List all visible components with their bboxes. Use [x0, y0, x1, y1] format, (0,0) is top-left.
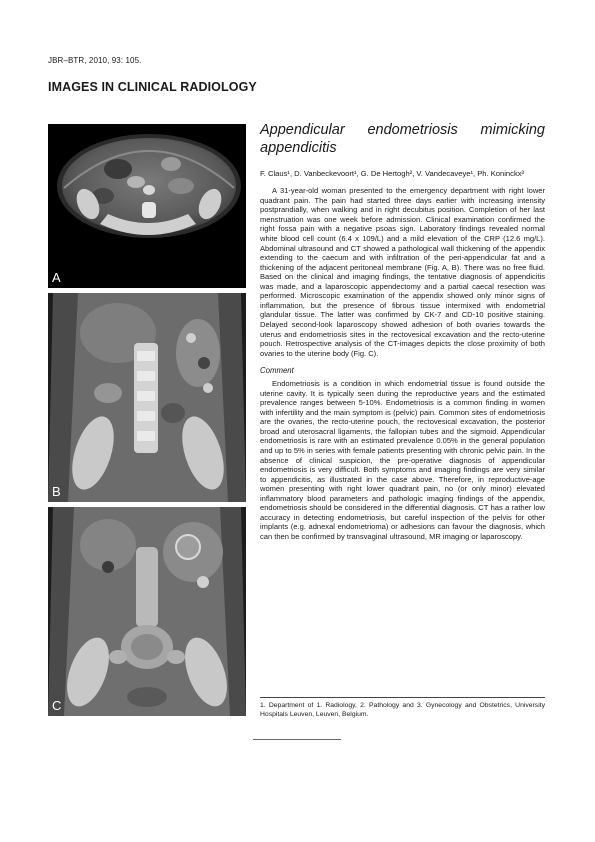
journal-reference: JBR–BTR, 2010, 93: 105.: [48, 56, 142, 65]
page-end-rule: [253, 739, 341, 740]
coronal-ct-image-b: [48, 293, 246, 502]
figure-b-coronal-ct: [48, 293, 246, 502]
figure-column: [48, 124, 246, 721]
coronal-ct-image-c: [48, 507, 246, 716]
comment-paragraph: Endometriosis is a condition in which endometrial tissue is found outside the uterine cavity. It is typically seen during the reproductive years and the estimated prevalence ranges between 5-10%. Endometriosis is a common finding in women with infertility and the main symptom is (pelvic) pain. Common sites of endometriosis are the ovaries, the recto-uterine pouch, the rectovesical excavation, the posterior broad and uterosacral ligaments, the fallopian tubes and the sigmoid. Appendicular endometriosis is rare with an estimated prevalence 0.05% in the general population and up to 5% in series with female patients presenting with chronic pelvic pain. In the absence of clinical suspicion, the pre-operative diagnosis of appendicular endometriosis is very difficult. Both symptoms and imaging findings are very similar to appendicitis, as illustrated in the case above. Therefore, in reproductive-age women presenting with right lower quadrant pain, no (or only minor) elevated inflammatory blood parameters and pathologic imaging findings of the appendix, endometriosis should be considered in the differential diagnosis. CT has a rather low accuracy in detecting endometriosis, but careful inspection of the pelvis for other implants (e.g. adnexal endometrioma) or adhesions can favour the diagnosis, which can then be confirmed by transvaginal ultrasound, MR imaging or laparoscopy.: [260, 379, 545, 541]
axial-ct-image: [48, 124, 246, 288]
case-paragraph: A 31-year-old woman presented to the emergency department with right lower quadrant pain. The pain had started three days earlier with increasing intensity postprandially, when walking and in right decubitus position. Completion of her last menstruation was one week before admission. Clinical examination confirmed the right fossa pain with a negative psoas sign. Laboratory findings revealed normal white blood cell count (6.4 x 109/L) and a mild elevation of the CRP (12.6 mg/L). Abdominal ultrasound and CT showed a pathological wall thickening of the appendix extending to the caecum and with infiltration of the peri-appendicular fat and a thickening of the adjacent peritoneal membrane (Fig. A, B). There was no free fluid. Based on the clinical and imaging findings, the tentative diagnosis of appendicitis was made, and a laparoscopic appendectomy and a partial caecal resection was performed. Microscopic examination of the appendix showed only minor signs of inflammation, but the presence of fibrous tissue intermixed with endometrial glandular tissue. The latter was confirmed by CK-7 and CD-10 positive staining. Delayed second-look laparoscopy showed adhesion of both ovaries towards the uterus and endometriosis sites in the rectovesical excavation and the recto-uterine pouch. Retrospective analysis of the CT-images depicts the close proximity of both ovaries to the uterine body (Fig. C).: [260, 186, 545, 358]
figure-a-axial-ct: [48, 124, 246, 288]
figure-label-a: A: [52, 270, 61, 285]
article-text: [260, 186, 545, 541]
figure-label-c: C: [52, 698, 62, 713]
figure-label-b: B: [52, 484, 61, 499]
section-heading: IMAGES IN CLINICAL RADIOLOGY: [48, 80, 257, 94]
figure-c-coronal-ct: [48, 507, 246, 716]
comment-heading: Comment: [260, 366, 294, 376]
article-title: Appendicular endometriosis mimicking appendicitis: [260, 122, 545, 156]
footnote-divider: [260, 697, 545, 698]
author-list: F. Claus¹, D. Vanbeckevoort¹, G. De Hertogh², V. Vandecaveye¹, Ph. Koninckx³: [260, 169, 525, 178]
article-body: [260, 121, 545, 541]
affiliation-footnote: 1. Department of 1. Radiology, 2. Pathology and 3. Gynecology and Obstetrics, University Hospitals Leuven, Leuven, Belgium.: [260, 702, 545, 718]
